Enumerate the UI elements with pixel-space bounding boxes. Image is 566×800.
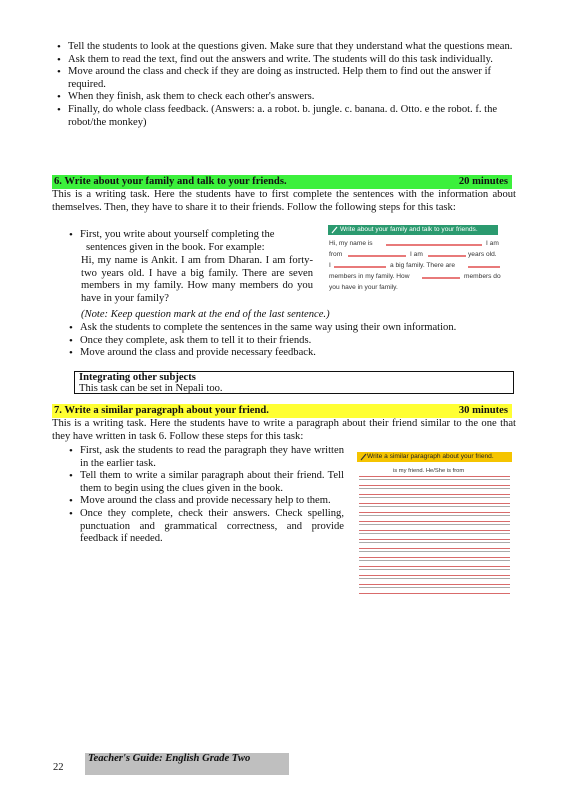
ruled-line: [359, 551, 510, 552]
excerpt-text: a big family. There are: [390, 262, 455, 269]
section7-heading: [52, 404, 512, 418]
excerpt-text: I am: [486, 240, 499, 247]
top-bullet-list: [52, 41, 514, 129]
section6-title: 6. Write about your family and talk to your friends.: [54, 176, 287, 187]
ruled-line: [359, 506, 510, 507]
list-item: • Ask them to read the text, find out the answers and write. The students will do this task individually.: [52, 54, 514, 67]
ruled-line: [359, 593, 510, 594]
excerpt-text: I am: [410, 251, 423, 258]
integrating-subjects-box: [74, 371, 514, 394]
ruled-line: [359, 494, 510, 495]
excerpt-text: members do: [464, 273, 501, 280]
list-item: • First, ask the students to read the paragraph they have written in the earlier task.: [64, 445, 344, 470]
excerpt-title-band: [357, 452, 512, 462]
section6-bullet-list: [64, 322, 514, 360]
excerpt-text: you have in your family.: [329, 284, 398, 291]
section6-intro: This is a writing task. Here the students have to first complete the sentences with the information about themselves. Then, they have to share it to their friends. Follow the following steps for this task:: [52, 189, 516, 213]
section7-title: 7. Write a similar paragraph about your friend.: [54, 405, 269, 416]
blank-line: [348, 255, 406, 257]
ruled-line: [359, 542, 510, 543]
box-text: This task can be set in Nepali too.: [79, 383, 223, 394]
excerpt-text: years old.: [468, 251, 497, 258]
excerpt-title: Write a similar paragraph about your friend.: [367, 453, 494, 460]
excerpt-text: Hi, my name is: [329, 240, 373, 247]
box-title: Integrating other subjects: [79, 372, 196, 383]
ruled-line: [359, 497, 510, 498]
ruled-line: [359, 524, 510, 525]
ruled-line: [359, 575, 510, 576]
ruled-line: [359, 533, 510, 534]
book-excerpt-friend: [357, 452, 512, 598]
list-item: • Tell them to write a similar paragraph about their friend. Tell them to begin using the clues given in the book.: [64, 470, 344, 495]
ruled-line: [359, 587, 510, 588]
ruled-line: [359, 479, 510, 480]
blank-line: [468, 266, 500, 268]
list-item: • Ask the students to complete the sentences in the same way using their own information.: [64, 322, 514, 335]
blank-line: [428, 255, 466, 257]
ruled-line: [359, 548, 510, 549]
section6-time: 20 minutes: [458, 176, 508, 187]
blank-line: [386, 244, 482, 246]
ruled-line: [359, 488, 510, 489]
section6-example: Hi, my name is Ankit. I am from Dharan. I am forty-two years old. I have a big family. There are seven members in my family. How many members do you have in your family?: [81, 255, 313, 304]
list-item: [64, 229, 316, 254]
footer-title: Teacher's Guide: English Grade Two: [88, 753, 251, 764]
ruled-line: [359, 539, 510, 540]
excerpt-text: members in my family. How: [329, 273, 410, 280]
ruled-line: [359, 566, 510, 567]
pencil-icon: [331, 226, 338, 234]
ruled-line: [359, 503, 510, 504]
section6-note: (Note: Keep question mark at the end of the last sentence.): [81, 309, 330, 320]
bullet1-line1: First, you write about yourself completing the: [80, 229, 275, 240]
list-item: • Move around the class and check if they are doing as instructed. Help them to find out the answer if required.: [52, 66, 514, 91]
ruled-line: [359, 569, 510, 570]
ruled-line: [359, 521, 510, 522]
excerpt-text: from: [329, 251, 343, 258]
ruled-line: [359, 560, 510, 561]
excerpt-text: I: [329, 262, 331, 269]
list-item: • Move around the class and provide necessary feedback.: [64, 347, 514, 360]
excerpt-title-band: [328, 225, 498, 235]
ruled-line: [359, 530, 510, 531]
list-item: • Tell the students to look at the questions given. Make sure that they understand what the questions mean.: [52, 41, 514, 54]
ruled-line: [359, 485, 510, 486]
bullet1-line2: sentences given in the book. For example:: [86, 241, 265, 253]
excerpt-text: is my friend. He/She is from: [393, 468, 465, 474]
ruled-line: [359, 578, 510, 579]
ruled-line: [359, 584, 510, 585]
section6-first-bullet: [64, 229, 316, 254]
list-item: • Once they complete, ask them to tell it to their friends.: [64, 335, 514, 348]
blank-line: [422, 277, 460, 279]
ruled-line: [359, 557, 510, 558]
excerpt-title: Write about your family and talk to your friends.: [340, 226, 478, 233]
page-number: 22: [53, 762, 64, 773]
ruled-line: [359, 476, 510, 477]
blank-line: [334, 266, 386, 268]
list-item: • Once they complete, check their answers. Check spelling, punctuation and grammatical correctness, and provide feedback if needed.: [64, 508, 344, 546]
section7-time: 30 minutes: [458, 405, 508, 416]
section7-intro: This is a writing task. Here the students have to write a paragraph about their friend similar to the one that they have written in task 6. Follow these steps for this task:: [52, 418, 516, 442]
list-item: • Finally, do whole class feedback. (Answers: a. a robot. b. jungle. c. banana. d. Otto. e the robot. f. the robot/the monkey): [52, 104, 514, 129]
section7-bullet-list: [64, 445, 344, 546]
footer-band: [85, 753, 289, 775]
pencil-icon: [360, 453, 367, 461]
list-item: • When they finish, ask them to check each other's answers.: [52, 91, 514, 104]
ruled-line: [359, 515, 510, 516]
book-excerpt-family: [324, 225, 502, 291]
ruled-line: [359, 512, 510, 513]
list-item: • Move around the class and provide necessary help to them.: [64, 495, 344, 508]
section6-heading: [52, 175, 512, 189]
